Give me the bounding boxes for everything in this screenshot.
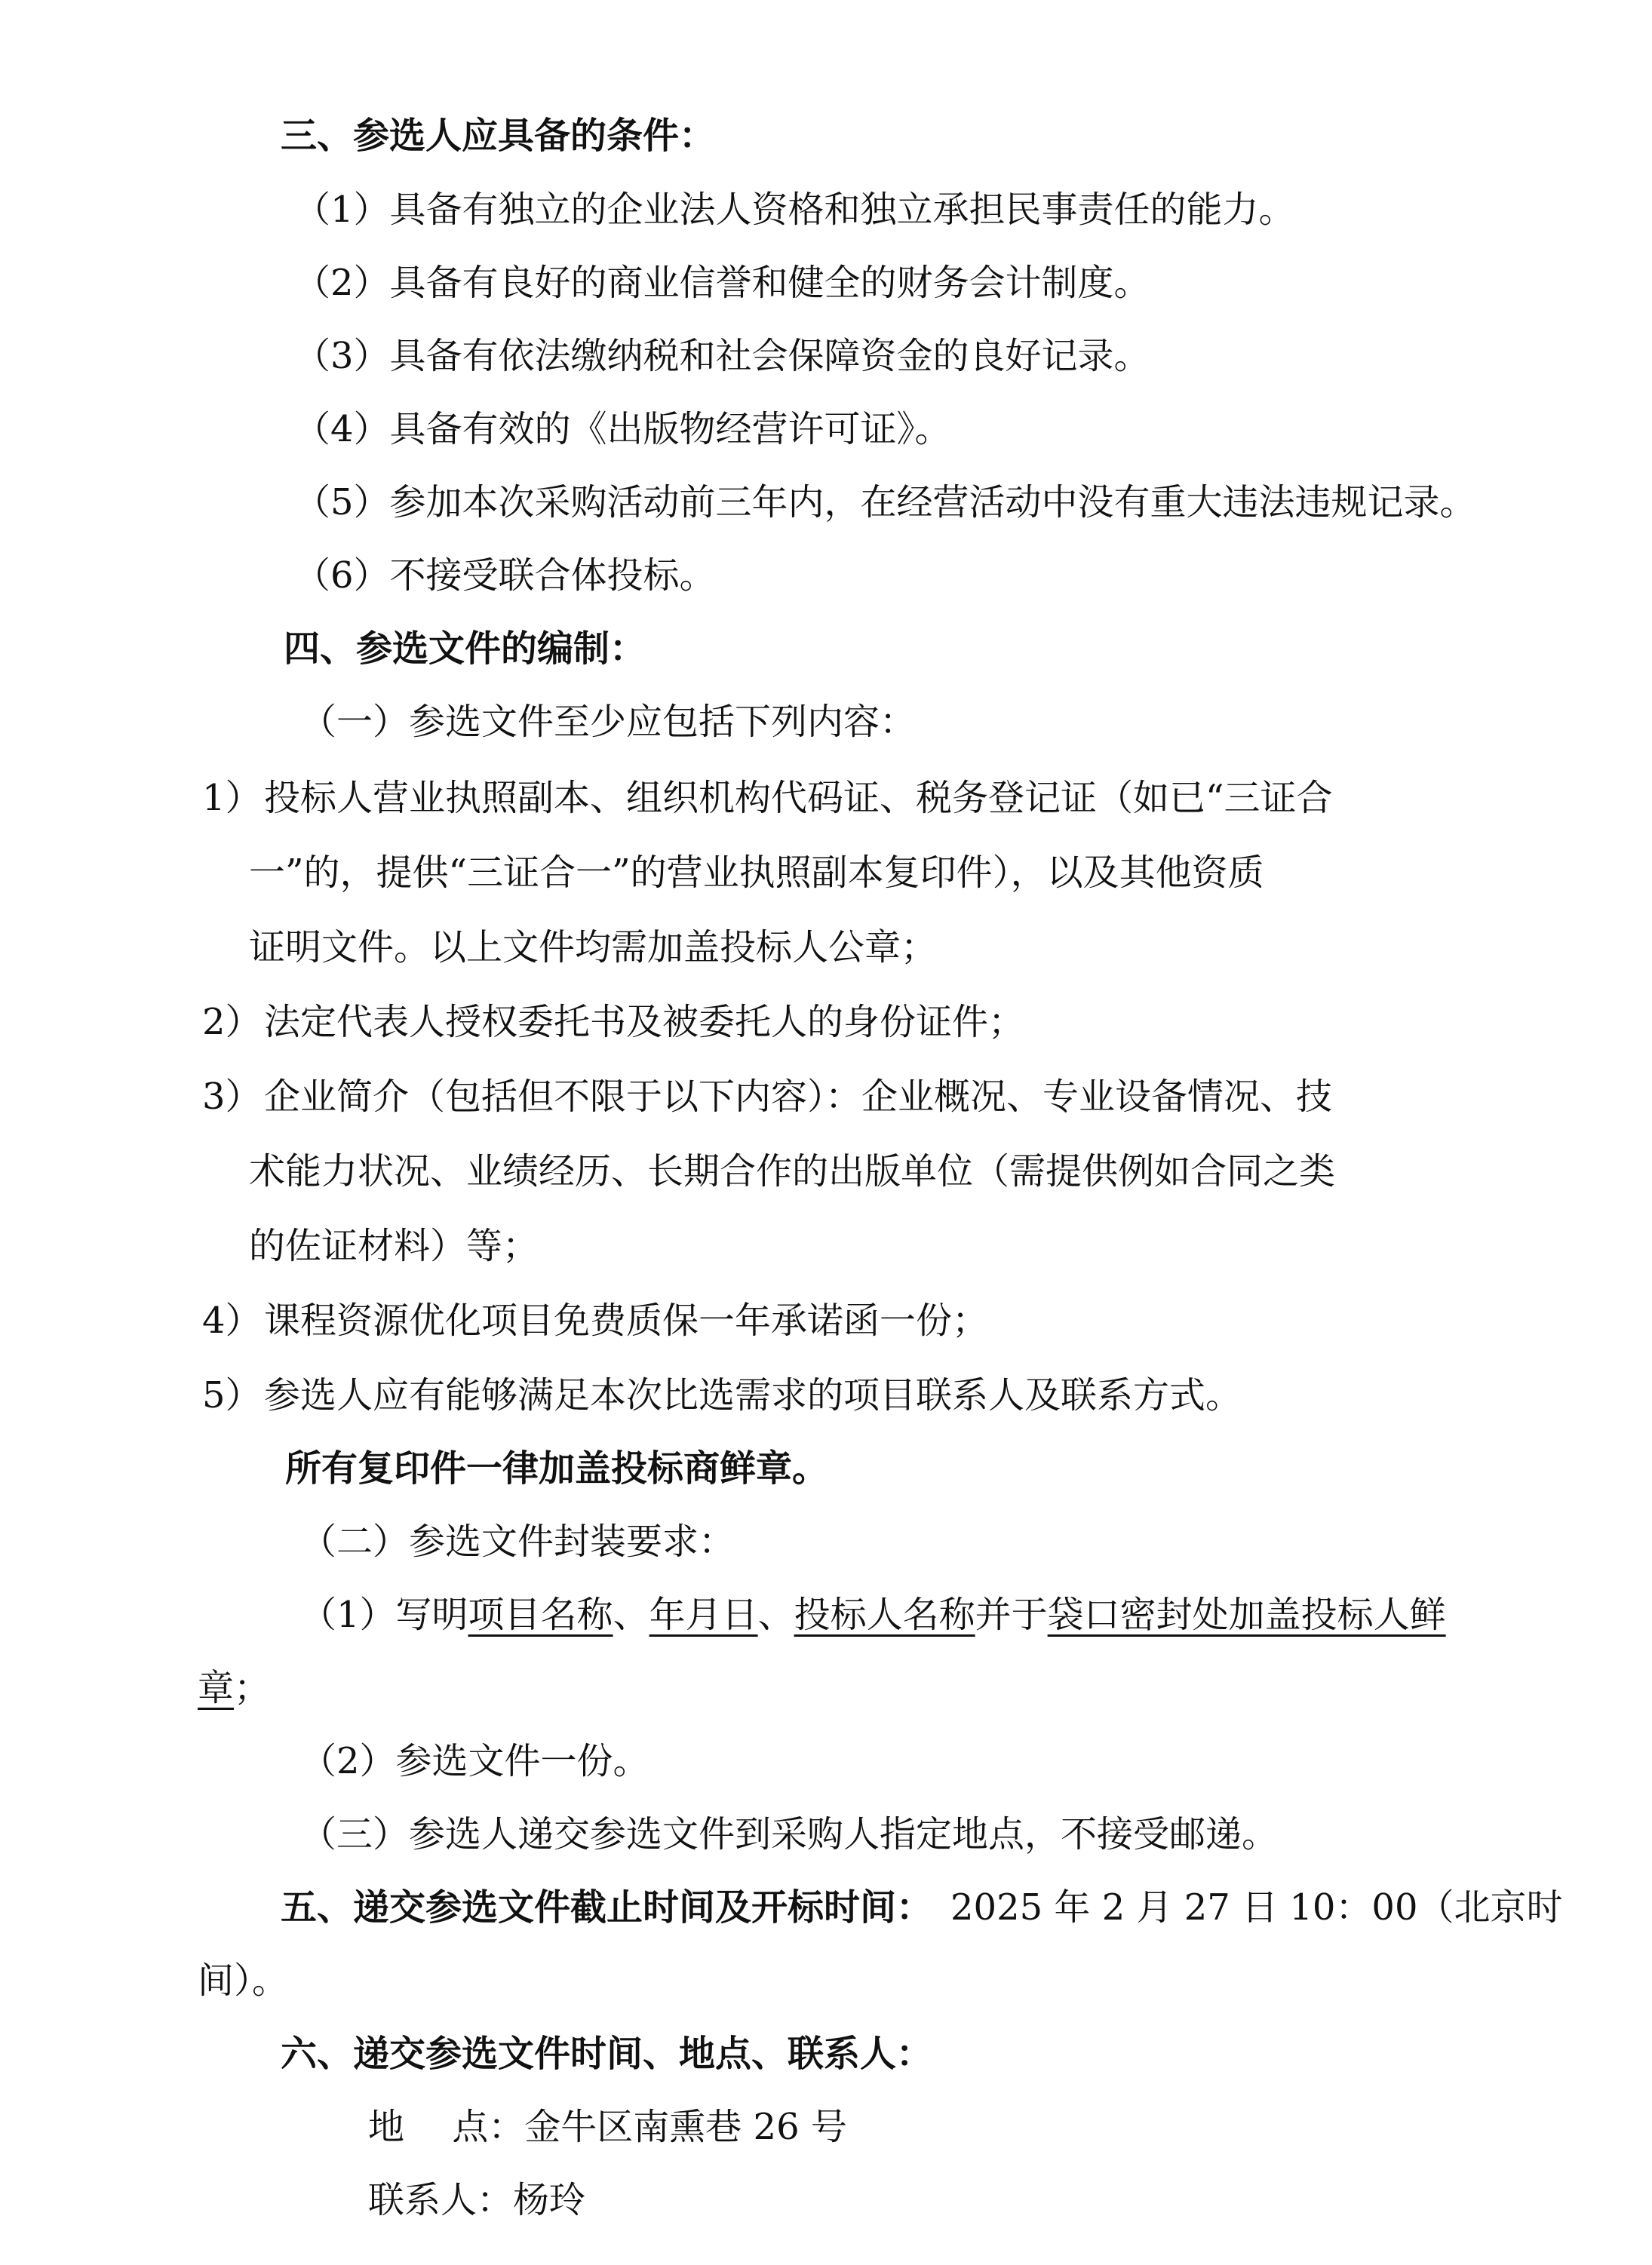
underlined-bidder-name: 投标人名称 <box>794 1594 975 1636</box>
sub2-item-1-line-1 <box>300 1592 1446 1637</box>
list-item-1-line-2: 一”的，提供“三证合一”的营业执照副本复印件），以及其他资质 <box>249 852 1264 894</box>
sub2-item-1-line-2 <box>198 1665 270 1711</box>
section-6-heading: 六、递交参选文件时间、地点、联系人： <box>281 2033 933 2075</box>
list-item-2-number: 2） <box>202 1001 262 1043</box>
stamp-note: 所有复印件一律加盖投标商鲜章。 <box>285 1447 829 1490</box>
sub2-item-2: （2）参选文件一份。 <box>300 1740 649 1782</box>
underlined-seal-instruction: 袋口密封处加盖投标人鲜 <box>1047 1594 1446 1636</box>
list-item-1-line-1: 投标人营业执照副本、组织机构代码证、税务登记证（如已“三证合 <box>264 777 1333 819</box>
separator-2: 、 <box>757 1594 794 1636</box>
location-value: 金牛区南熏巷 26 号 <box>524 2106 847 2148</box>
list-item-3-line-2: 术能力状况、业绩经历、长期合作的出版单位（需提供例如合同之类 <box>249 1150 1336 1192</box>
separator-1: 、 <box>613 1594 649 1636</box>
list-item-4-number: 4） <box>202 1300 262 1342</box>
underlined-project-name: 项目名称 <box>468 1594 613 1636</box>
list-item-2-line-1: 法定代表人授权委托书及被委托人的身份证件； <box>264 1001 1025 1043</box>
contact-row <box>368 2178 585 2223</box>
list-item-4-line-1: 课程资源优化项目免费质保一年承诺函一份； <box>264 1300 989 1342</box>
section-3-item-5: （5）参加本次采购活动前三年内，在经营活动中没有重大违法违规记录。 <box>294 481 1476 523</box>
section-4-sub3: （三）参选人递交参选文件到采购人指定地点，不接受邮递。 <box>300 1813 1279 1855</box>
list-item-3-number: 3） <box>202 1076 262 1118</box>
section-5-line-2: 间）。 <box>198 1960 289 2002</box>
section-3-item-6: （6）不接受联合体投标。 <box>294 554 716 597</box>
sub2-item-1-mid: 并于 <box>975 1594 1048 1636</box>
contact-value: 杨玲 <box>513 2179 586 2221</box>
list-item-3-line-1: 企业简介（包括但不限于以下内容）：企业概况、专业设备情况、技 <box>264 1076 1333 1118</box>
section-3-item-1: （1）具备有独立的企业法人资格和独立承担民事责任的能力。 <box>294 189 1295 231</box>
location-label: 地 点： <box>368 2106 525 2148</box>
list-item-5-number: 5） <box>202 1374 262 1416</box>
section-3-item-2: （2）具备有良好的商业信誉和健全的财务会计制度。 <box>294 262 1150 304</box>
list-item-1-line-3: 证明文件。以上文件均需加盖投标人公章； <box>249 926 938 968</box>
section-4-sub2-heading: （二）参选文件封装要求： <box>300 1521 735 1563</box>
sub2-item-1-end: ； <box>234 1667 271 1709</box>
section-5-heading: 五、递交参选文件截止时间及开标时间： <box>281 1886 933 1929</box>
location-row <box>368 2104 847 2150</box>
deadline-time: 2025 年 2 月 27 日 10：00（北京时 <box>950 1886 1563 1929</box>
section-3-item-4: （4）具备有效的《出版物经营许可证》。 <box>294 408 951 450</box>
section-4-sub1-heading: （一）参选文件至少应包括下列内容： <box>300 701 917 743</box>
contact-label: 联系人： <box>368 2179 514 2221</box>
list-item-3-line-3: 的佐证材料）等； <box>249 1225 539 1267</box>
section-4-heading: 四、参选文件的编制： <box>284 628 646 670</box>
section-5-line-1 <box>281 1885 1563 1930</box>
list-item-1-number: 1） <box>202 777 262 819</box>
underlined-date: 年月日 <box>649 1594 758 1636</box>
section-3-item-3: （3）具备有依法缴纳税和社会保障资金的良好记录。 <box>294 335 1150 377</box>
sub2-item-1-prefix: （1）写明 <box>300 1594 468 1636</box>
underlined-seal-end: 章 <box>198 1667 235 1709</box>
section-3-heading: 三、参选人应具备的条件： <box>281 115 716 157</box>
list-item-5-line-1: 参选人应有能够满足本次比选需求的项目联系人及联系方式。 <box>264 1374 1242 1416</box>
